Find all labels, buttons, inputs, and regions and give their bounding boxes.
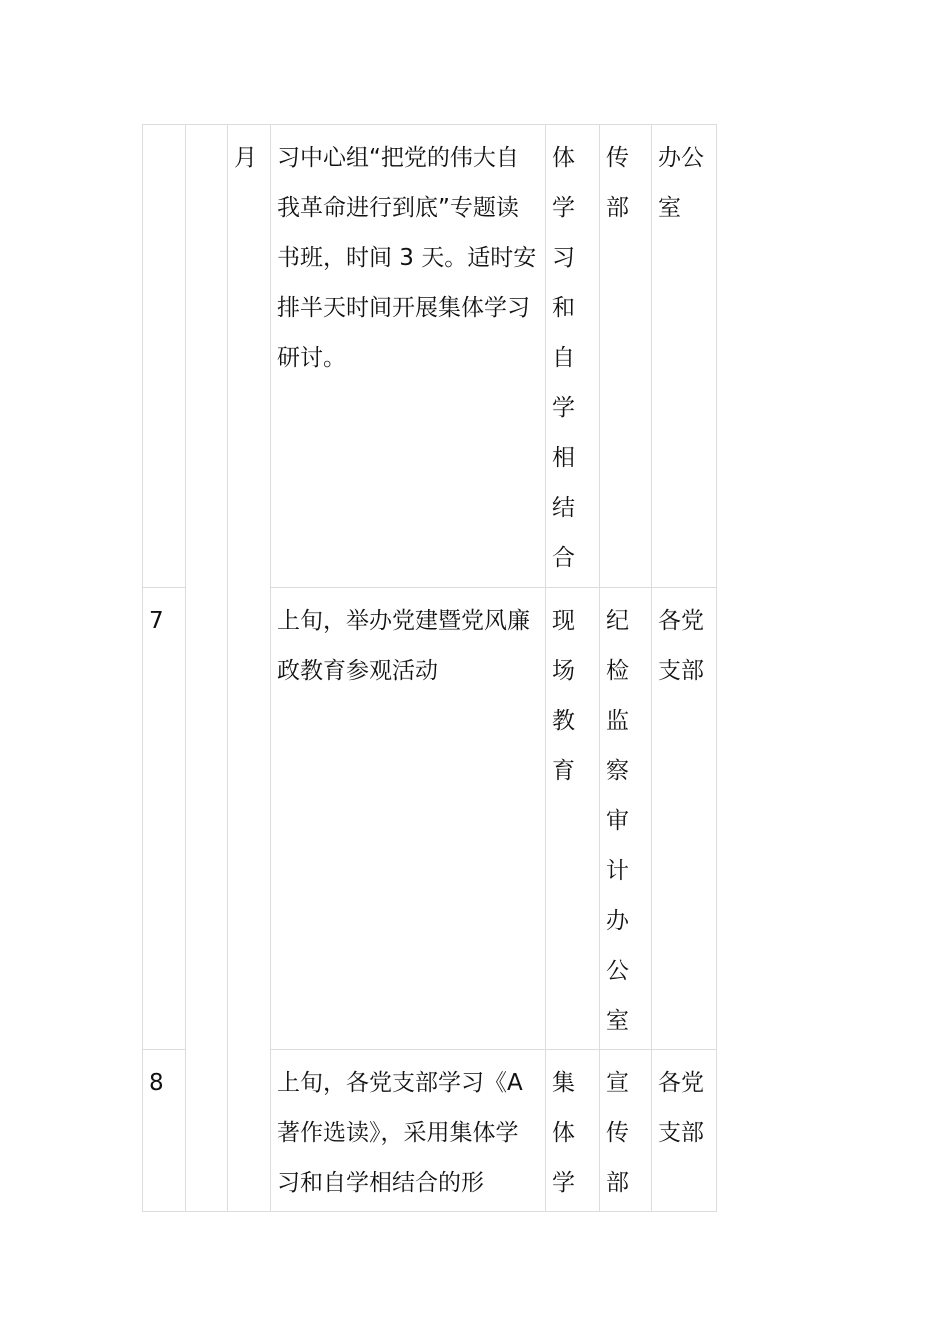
method-cell <box>546 1050 600 1212</box>
content-text: 习中心组“把党的伟大自我革命进行到底”专题读书班，时间 3 天。适时安排半天时间开展集体学习研讨。 <box>277 145 537 371</box>
method-text: 集体学 <box>552 1070 575 1196</box>
row-number: 8 <box>149 1070 164 1096</box>
lead-dept-text: 纪检监察审计办公室 <box>606 608 629 1034</box>
row-number-cell <box>143 125 186 588</box>
lead-dept-cell <box>600 125 652 588</box>
coop-dept-cell <box>652 1050 717 1212</box>
method-cell <box>546 588 600 1050</box>
lead-dept-cell <box>600 1050 652 1212</box>
coop-dept-cell <box>652 588 717 1050</box>
lead-dept-text: 宣传部 <box>606 1070 629 1196</box>
coop-dept-text: 各党支部 <box>658 608 704 684</box>
merged-column-cell <box>186 125 228 1212</box>
content-cell <box>271 1050 546 1212</box>
row-number-cell <box>143 588 186 1050</box>
content-text: 上旬，举办党建暨党风廉政教育参观活动 <box>277 608 530 684</box>
row-number-cell <box>143 1050 186 1212</box>
method-text: 现场教育 <box>552 608 575 784</box>
month-label: 月 <box>234 145 257 171</box>
coop-dept-cell <box>652 125 717 588</box>
month-cell <box>228 125 271 1212</box>
table-row <box>143 125 717 588</box>
content-text: 上旬，各党支部学习《A著作选读》，采用集体学习和自学相结合的形 <box>277 1070 523 1196</box>
schedule-table <box>142 124 717 1212</box>
content-cell <box>271 125 546 588</box>
coop-dept-text: 办公室 <box>658 145 704 221</box>
row-number <box>143 125 185 133</box>
lead-dept-cell <box>600 588 652 1050</box>
content-cell <box>271 588 546 1050</box>
method-text: 体学习和自学相结合 <box>552 145 575 571</box>
lead-dept-text: 传部 <box>606 145 629 221</box>
coop-dept-text: 各党支部 <box>658 1070 704 1146</box>
row-number: 7 <box>149 608 164 634</box>
method-cell <box>546 125 600 588</box>
